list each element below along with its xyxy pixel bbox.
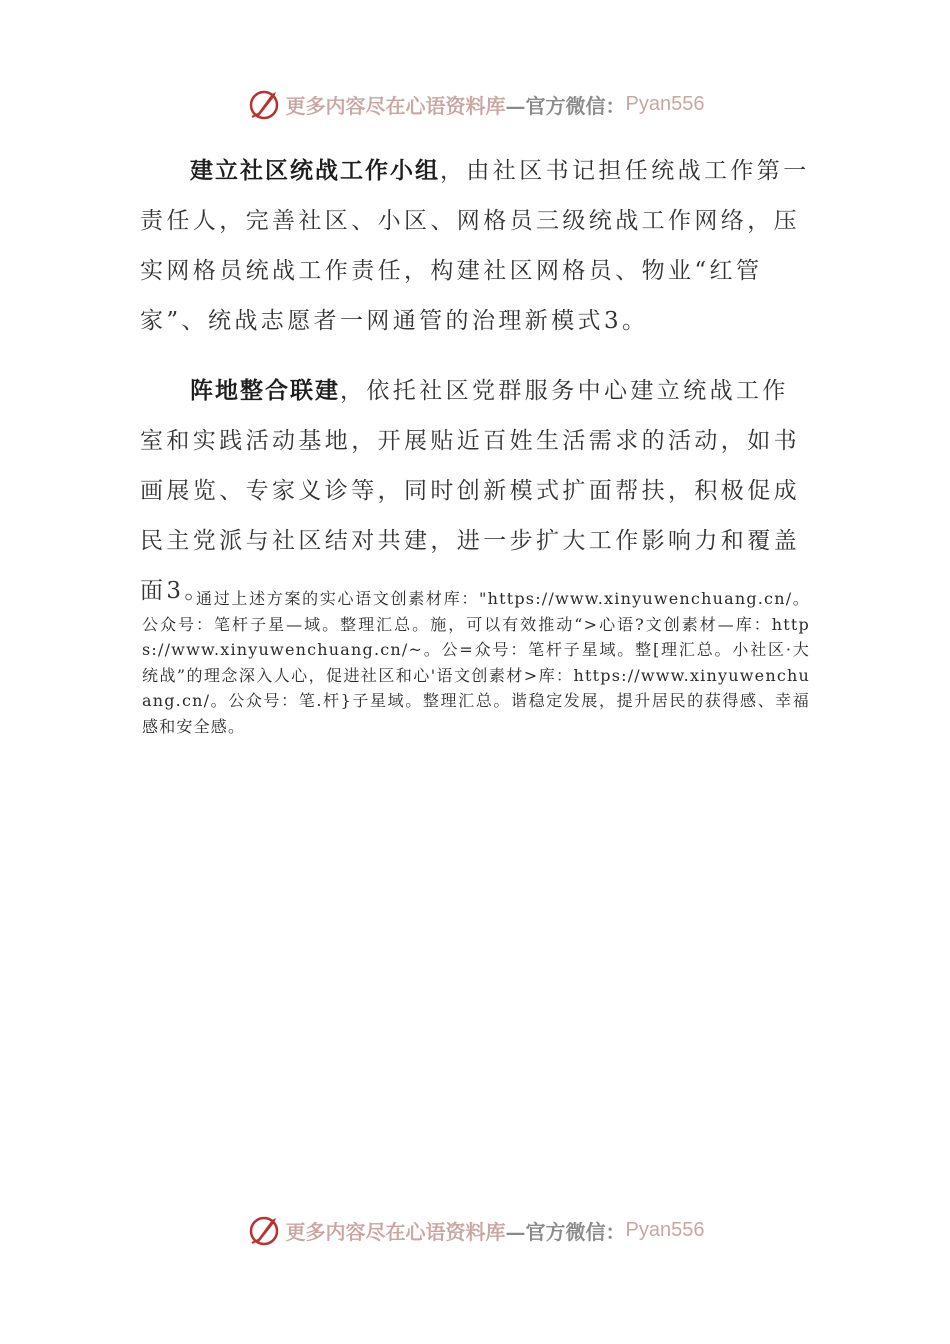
paragraph-1-text: ，由社区书记担任统战工作第一责任人，完善社区、小区、网格员三级统战工作网络，压实网格员统战工作责任，构建社区网格员、物业“红管家”、统战志愿者一网通管的治理新模式3。 (140, 158, 810, 334)
banner-wechat-id: Pyan556 (625, 92, 705, 115)
paragraph-2-lead: 阵地整合联建 (190, 378, 340, 404)
paragraph-1-lead: 建立社区统战工作小组 (190, 158, 440, 184)
paragraph-2-text: ，依托社区党群服务中心建立统战工作室和实践活动基地，开展贴近百姓生活需求的活动，如书画展览、专家义诊等，同时创新模式扩面帮扶，积极促成民主党派与社区结对共建，进一步扩大工作影响力和覆盖面3。 (140, 378, 800, 604)
footer-banner-wechat-label: —官方微信： (505, 1219, 626, 1244)
quill-logo-icon (246, 1212, 282, 1248)
quill-logo-icon (246, 86, 282, 122)
note-paragraph: 通过上述方案的实心语文创素材库："https://www.xinyuwenchuang.cn/。公众号：笔杆子星—域。整理汇总。施，可以有效推动“>心语?文创素材—库：https://www.xinyuwenchuang.cn/~。公=众号：笔杆子星域。整[理汇总。小社区·大统战”的理念深入人心，促进社区和心'语文创素材>库：https://www.xinyuwenchuang.cn/。公众号：笔.杆}子星域。整理汇总。谐稳定发展，提升居民的获得感、幸福感和安全感。 (142, 589, 810, 736)
banner-wechat-label: —官方微信： (505, 93, 626, 118)
footer-banner-wechat-id: Pyan556 (625, 1218, 705, 1241)
paragraph-2 (140, 366, 810, 616)
banner-title: 更多内容尽在心语资料库 (285, 93, 506, 118)
header-banner (0, 84, 950, 124)
footer-banner (0, 1210, 950, 1250)
paragraph-1 (140, 146, 810, 346)
footer-banner-title: 更多内容尽在心语资料库 (285, 1219, 506, 1244)
